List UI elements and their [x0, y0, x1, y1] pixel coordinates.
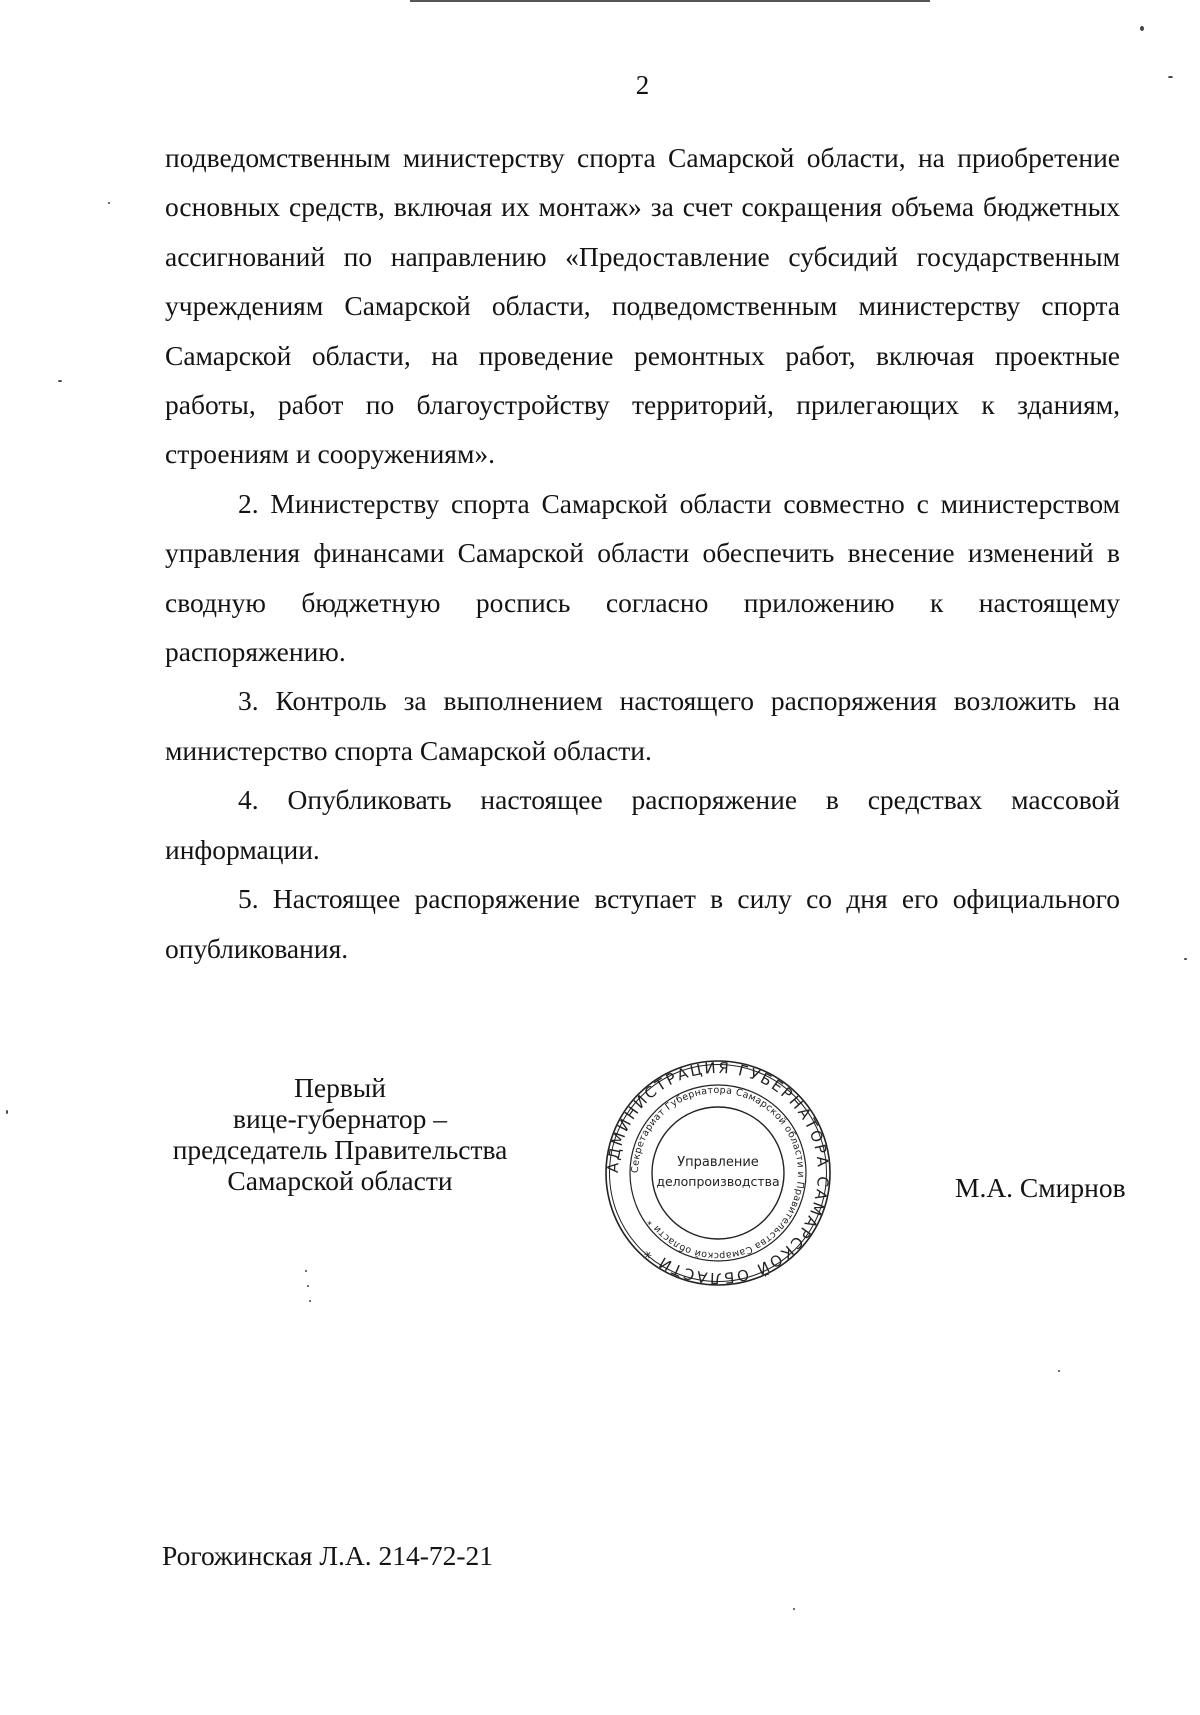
paragraph-item-4: 4. Опубликовать настоящее распоряжение в средствах массовой информации. — [165, 784, 1120, 865]
scan-speck — [108, 202, 110, 204]
top-rule — [410, 0, 930, 2]
executor-contact: Рогожинская Л.А. 214-72-21 — [162, 1540, 494, 1571]
scan-speck — [1140, 26, 1144, 31]
signatory-name: М.А. Смирнов — [955, 1172, 1126, 1203]
scan-speck — [307, 1285, 309, 1287]
scan-speck — [1184, 958, 1187, 960]
scan-speck — [309, 1300, 311, 1302]
seal-center-line1: Управление — [677, 1155, 759, 1170]
signatory-title-line: Самарской области — [227, 1165, 453, 1196]
scan-speck — [1058, 1370, 1060, 1372]
paragraph-item-5: 5. Настоящее распоряжение вступает в силу со дня его официального опубликования. — [165, 883, 1120, 964]
page-number: 2 — [635, 70, 650, 100]
document-body — [165, 133, 1120, 973]
seal-center-line2: делопроизводства — [656, 1174, 780, 1189]
signatory-title-line: вице-губернатор – — [232, 1103, 448, 1134]
signatory-title — [160, 1072, 520, 1196]
scan-speck — [1168, 76, 1173, 78]
paragraph-item-3: 3. Контроль за выполнением настоящего распоряжения возложить на министерство спорта Самарской области. — [165, 685, 1120, 766]
scan-speck — [58, 380, 62, 382]
paragraph-item-2: 2. Министерству спорта Самарской области совместно с министерством управления финансами Самарской области обеспечить внесение изменений в сводную бюджетную роспись согласно приложению к настоящему распоряжению. — [165, 487, 1120, 668]
scan-speck — [793, 1608, 795, 1610]
paragraph-continuation: подведомственным министерству спорта Самарской области, на приобретение основных средств, включая их монтаж» за счет сокращения объема бюджетных ассигнований по направлению «Предоставление субсидий государственным учреждениям Самарской области, подведомственным министерству спорта Самарской области, на проведение ремонтных работ, включая проектные работы, работ по благоустройству территорий, прилегающих к зданиям, строениям и сооружениям». — [165, 142, 1120, 470]
official-seal — [603, 1058, 833, 1288]
scan-speck — [305, 1270, 307, 1272]
signatory-title-line: председатель Правительства — [172, 1134, 508, 1165]
seal-middle-text: Секретариат Губернатора Самарской области и Правительства Самарской области * — [629, 1084, 807, 1262]
scan-speck — [6, 1110, 8, 1114]
svg-text:Секретариат Губернатора Самарс — [630, 1085, 806, 1261]
signatory-title-line: Первый — [294, 1072, 386, 1103]
seal-outer-text: АДМИНИСТРАЦИЯ ГУБЕРНАТОРА САМАРСКОЙ ОБЛАСТИ * — [603, 1058, 833, 1288]
